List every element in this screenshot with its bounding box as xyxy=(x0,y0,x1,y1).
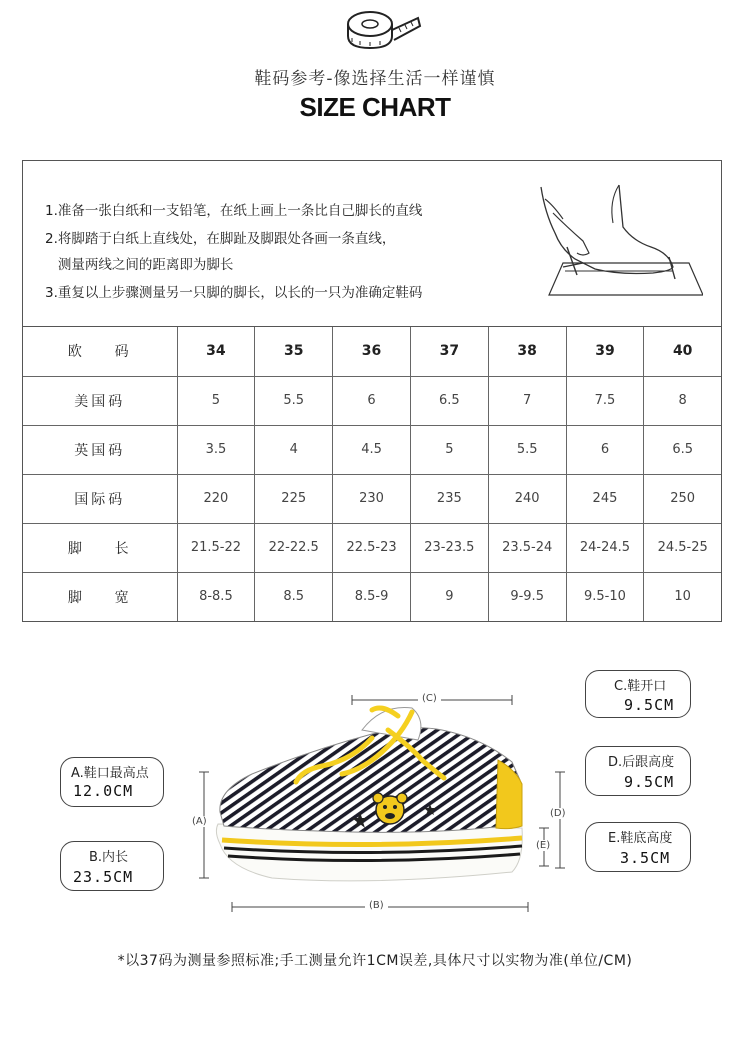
table-row xyxy=(23,327,721,376)
shoe-illustration xyxy=(212,700,542,900)
table-cell: 5 xyxy=(410,425,488,474)
table-cell: 6 xyxy=(566,425,644,474)
measuring-tape-icon xyxy=(344,8,424,50)
table-cell: 7 xyxy=(488,376,566,425)
table-cell: 220 xyxy=(177,474,255,523)
table-cell: 8-8.5 xyxy=(177,572,255,621)
table-cell: 6 xyxy=(333,376,411,425)
table-cell: 5.5 xyxy=(255,376,333,425)
table-cell: 250 xyxy=(644,474,721,523)
size-table xyxy=(23,327,721,621)
table-cell: 23.5-24 xyxy=(488,523,566,572)
page-subtitle: 鞋码参考-像选择生活一样谨慎 xyxy=(254,69,496,89)
table-cell: 36 xyxy=(333,327,411,376)
table-cell: 5 xyxy=(177,376,255,425)
table-cell: 40 xyxy=(644,327,721,376)
table-cell: 7.5 xyxy=(566,376,644,425)
table-cell: 39 xyxy=(566,327,644,376)
table-cell: 34 xyxy=(177,327,255,376)
callout-d-value: 9.5CM xyxy=(624,773,675,791)
row-label: 英国码 xyxy=(23,425,177,474)
table-cell: 9 xyxy=(410,572,488,621)
table-row xyxy=(23,474,721,523)
table-row xyxy=(23,425,721,474)
callout-c-opening xyxy=(585,670,691,718)
dimension-a-marker: (A) xyxy=(192,816,207,827)
callout-e-label: E.鞋底高度 xyxy=(608,831,673,846)
callout-c-label: C.鞋开口 xyxy=(614,679,667,694)
callout-b-inner-length xyxy=(60,841,164,891)
table-cell: 21.5-22 xyxy=(177,523,255,572)
table-cell: 4.5 xyxy=(333,425,411,474)
callout-b-value: 23.5CM xyxy=(73,868,134,886)
table-cell: 9.5-10 xyxy=(566,572,644,621)
dimension-b-marker: (B) xyxy=(365,900,388,911)
callout-d-label: D.后跟高度 xyxy=(608,755,675,770)
page-title: SIZE CHART xyxy=(299,92,451,122)
row-label: 国际码 xyxy=(23,474,177,523)
table-cell: 5.5 xyxy=(488,425,566,474)
dimension-c-marker: (C) xyxy=(418,693,441,704)
measurement-footnote: *以37码为测量参照标准;手工测量允许1CM误差,具体尺寸以实物为准(单位/CM) xyxy=(117,953,633,969)
dimension-e-marker: (E) xyxy=(536,840,551,851)
table-cell: 3.5 xyxy=(177,425,255,474)
table-cell: 37 xyxy=(410,327,488,376)
callout-e-sole-height xyxy=(585,822,691,872)
table-cell: 8.5-9 xyxy=(333,572,411,621)
callout-a-label: A.鞋口最高点 xyxy=(71,766,149,781)
table-cell: 8.5 xyxy=(255,572,333,621)
dimension-d-marker: (D) xyxy=(550,808,566,819)
table-cell: 4 xyxy=(255,425,333,474)
table-cell: 230 xyxy=(333,474,411,523)
callout-c-value: 9.5CM xyxy=(624,696,675,714)
table-cell: 225 xyxy=(255,474,333,523)
instruction-step-3: 3.重复以上步骤测量另一只脚的脚长，以长的一只为准确定鞋码 xyxy=(45,285,423,301)
callout-a-value: 12.0CM xyxy=(73,782,134,800)
callout-e-value: 3.5CM xyxy=(620,849,671,867)
table-cell: 240 xyxy=(488,474,566,523)
instruction-step-2-cont: 测量两线之间的距离即为脚长 xyxy=(45,257,234,273)
table-cell: 22.5-23 xyxy=(333,523,411,572)
instruction-step-1: 1.准备一张白纸和一支铅笔，在纸上画上一条比自己脚长的直线 xyxy=(45,203,423,219)
table-cell: 6.5 xyxy=(410,376,488,425)
table-cell: 6.5 xyxy=(644,425,721,474)
table-cell: 245 xyxy=(566,474,644,523)
table-cell: 24-24.5 xyxy=(566,523,644,572)
table-row xyxy=(23,523,721,572)
row-label: 美国码 xyxy=(23,376,177,425)
table-cell: 22-22.5 xyxy=(255,523,333,572)
table-cell: 38 xyxy=(488,327,566,376)
table-cell: 9-9.5 xyxy=(488,572,566,621)
table-row xyxy=(23,572,721,621)
measurement-instructions xyxy=(23,161,721,327)
size-chart xyxy=(22,160,722,622)
callout-a-collar-height xyxy=(60,757,164,807)
instruction-step-2: 2.将脚踏于白纸上直线处，在脚趾及脚跟处各画一条直线， xyxy=(45,231,396,247)
row-label: 欧 码 xyxy=(23,327,177,376)
table-cell: 235 xyxy=(410,474,488,523)
table-cell: 23-23.5 xyxy=(410,523,488,572)
table-cell: 35 xyxy=(255,327,333,376)
row-label: 脚 宽 xyxy=(23,572,177,621)
table-cell: 10 xyxy=(644,572,721,621)
table-cell: 24.5-25 xyxy=(644,523,721,572)
table-row xyxy=(23,376,721,425)
callout-b-label: B.内长 xyxy=(89,850,129,865)
callout-d-heel-height xyxy=(585,746,691,796)
table-cell: 8 xyxy=(644,376,721,425)
row-label: 脚 长 xyxy=(23,523,177,572)
foot-measuring-illustration xyxy=(523,183,703,303)
